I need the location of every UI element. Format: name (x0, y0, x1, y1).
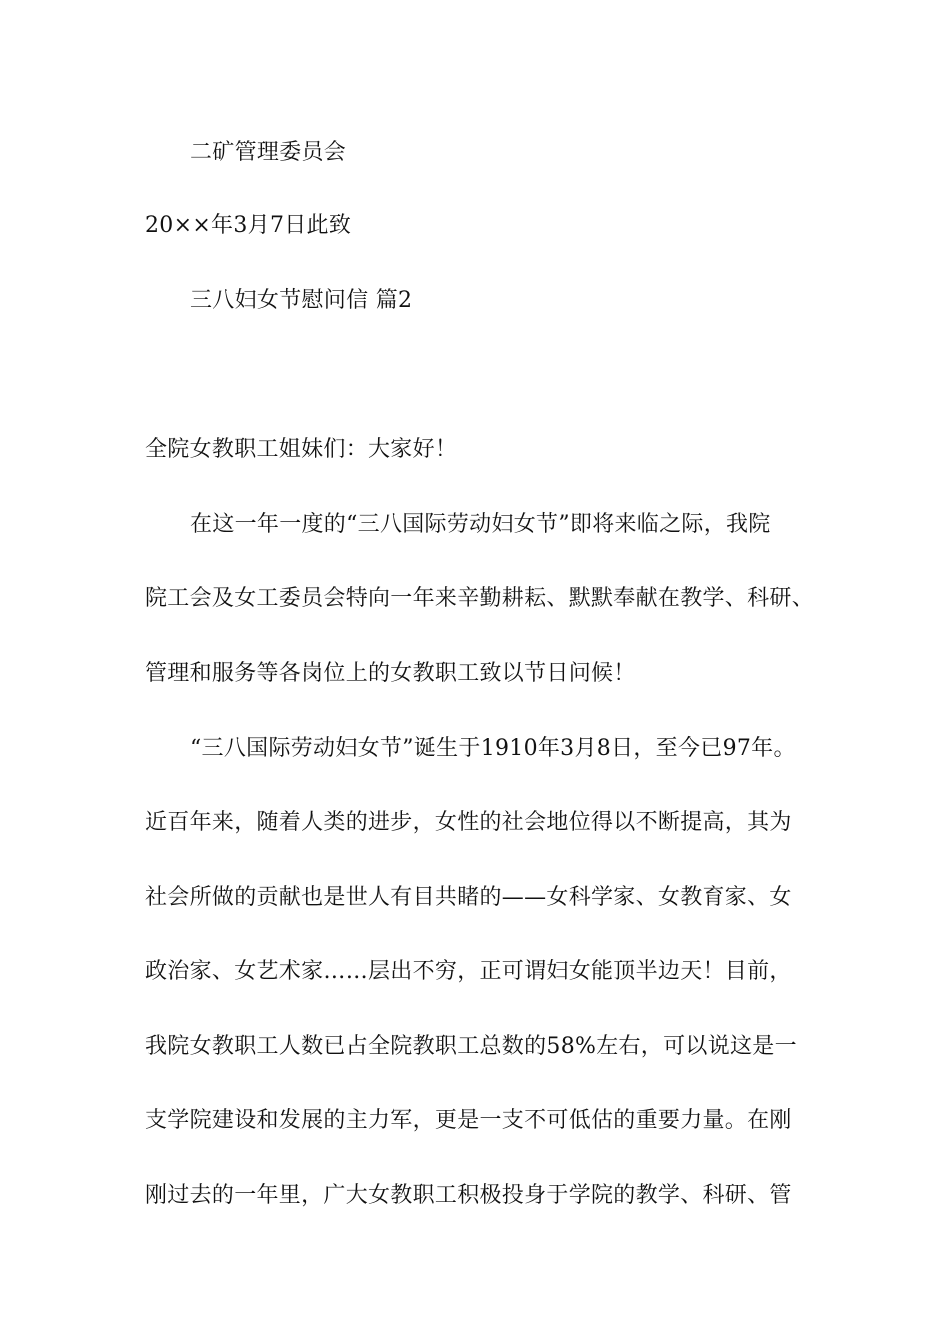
paragraph-line: 支学院建设和发展的主力军，更是一支不可低估的重要力量。在刚 (145, 1108, 792, 1133)
paragraph-line: 刚过去的一年里，广大女教职工积极投身于学院的教学、科研、管 (145, 1183, 792, 1208)
signature-organization: 二矿管理委员会 (190, 140, 347, 165)
paragraph-line: 政治家、女艺术家……层出不穷，正可谓妇女能顶半边天！目前， (145, 959, 792, 984)
paragraph-line: 在这一年一度的“三八国际劳动妇女节”即将来临之际，我院 (190, 512, 771, 537)
paragraph-line: 院工会及女工委员会特向一年来辛勤耕耘、默默奉献在教学、科研、 (145, 586, 815, 611)
section-title: 三八妇女节慰问信 篇2 (190, 288, 413, 313)
salutation: 全院女教职工姐妹们：大家好！ (145, 437, 458, 462)
paragraph-line: 我院女教职工人数已占全院教职工总数的58%左右，可以说这是一 (145, 1034, 797, 1059)
paragraph-line: 管理和服务等各岗位上的女教职工致以节日问候！ (145, 661, 636, 686)
signature-date: 20××年3月7日此致 (145, 213, 352, 238)
paragraph-line: “三八国际劳动妇女节”诞生于1910年3月8日，至今已97年。 (190, 736, 796, 761)
paragraph-line: 近百年来，随着人类的进步，女性的社会地位得以不断提高，其为 (145, 810, 792, 835)
paragraph-line: 社会所做的贡献也是世人有目共睹的——女科学家、女教育家、女 (145, 885, 792, 910)
